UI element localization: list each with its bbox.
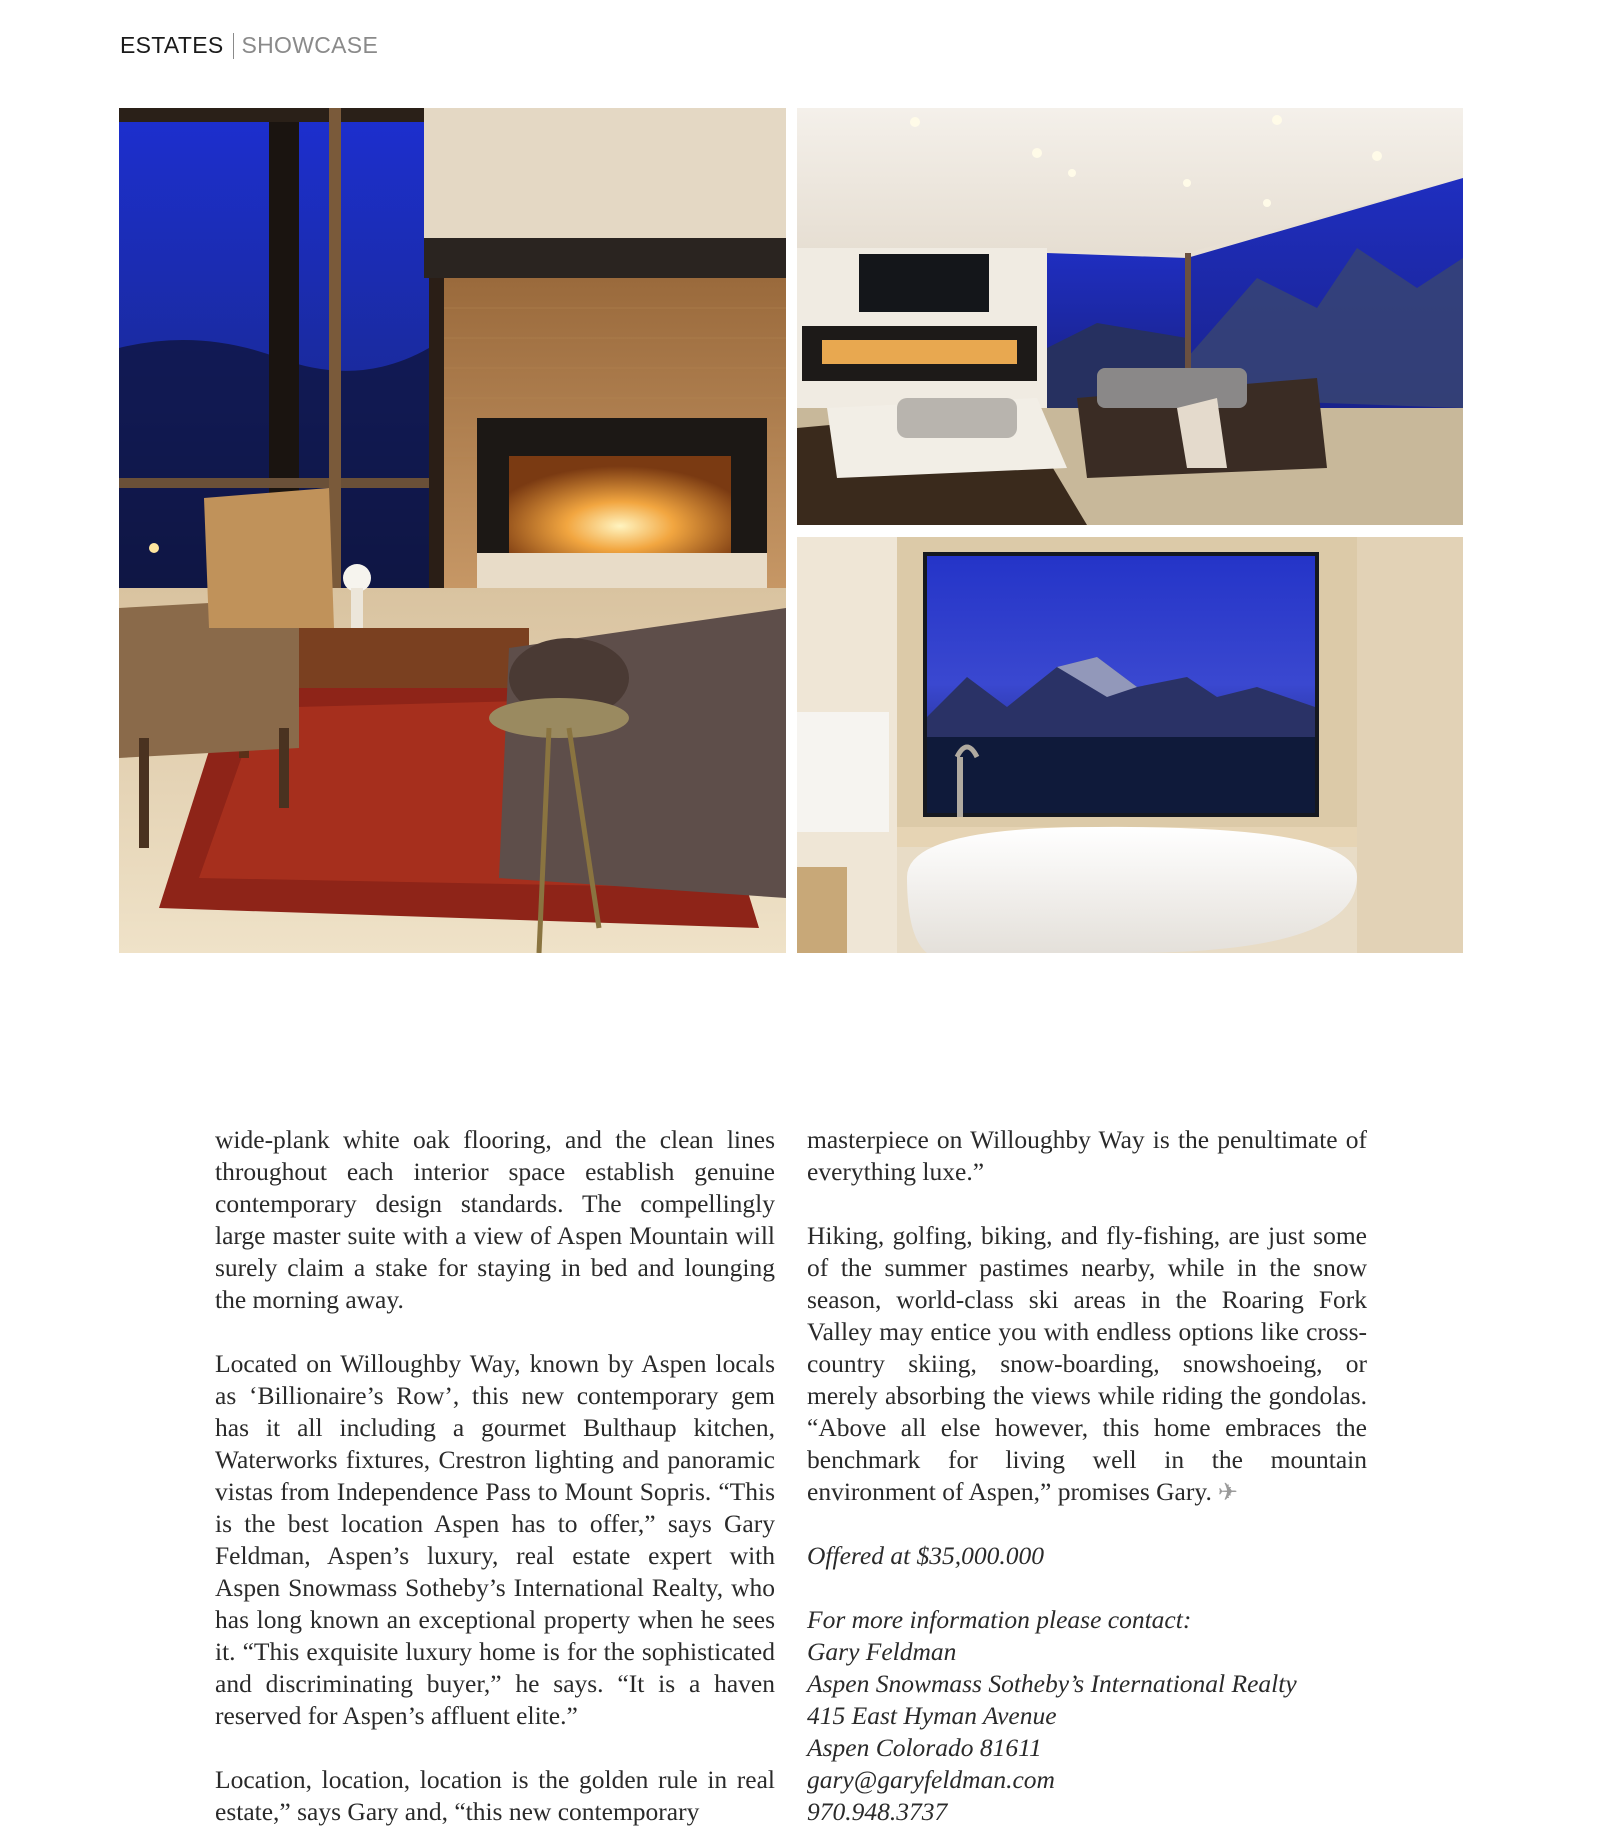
contact-phone: 970.948.3737 — [807, 1797, 948, 1826]
contact-street: 415 East Hyman Avenue — [807, 1701, 1057, 1730]
body-text: Hiking, golfing, biking, and fly-fishing, are just some of the summer pastimes nearby, while in the snow season, world-class ski areas in the Roaring Fork Valley may entice you with endless options like cross-country skiing, snow-boarding, snowshoeing, or merely absorbing the views while riding the gondolas. “Above all else however, this home embraces the benchmark for living well in the mountain environment of Aspen,” promises Gary. — [807, 1221, 1367, 1506]
bedroom-photo — [797, 108, 1463, 525]
contact-name: Gary Feldman — [807, 1637, 957, 1666]
magazine-header — [120, 32, 378, 59]
body-paragraph: Located on Willoughby Way, known by Aspen locals as ‘Billionaire’s Row’, this new contemporary gem has it all including a gourmet Bulthaup kitchen, Waterworks fixtures, Crestron lighting and panoramic vistas from Independence Pass to Mount Sopris. “This is the best location Aspen has to offer,” says Gary Feldman, Aspen’s luxury, real estate expert with Aspen Snowmass Sotheby’s International Realty, who has long known an exceptional property when he sees it. “This exquisite luxury home is for the sophisticated and discriminating buyer,” he says. “It is a haven reserved for Aspen’s affluent elite.” — [215, 1349, 775, 1730]
subsection-label: SHOWCASE — [241, 32, 379, 58]
contact-company: Aspen Snowmass Sotheby’s International Realty — [807, 1669, 1297, 1698]
section-label: ESTATES — [120, 32, 224, 58]
body-paragraph — [807, 1220, 1367, 1508]
price-line: Offered at $35,000.000 — [807, 1541, 1045, 1570]
body-paragraph: Location, location, location is the golden rule in real estate,” says Gary and, “this new contemporary — [215, 1765, 775, 1826]
contact-email[interactable]: gary@garyfeldman.com — [807, 1765, 1055, 1794]
contact-block — [807, 1604, 1367, 1828]
bathroom-photo — [797, 537, 1463, 953]
body-paragraph: wide-plank white oak flooring, and the clean lines throughout each interior space establish genuine contemporary design standards. The compellingly large master suite with a view of Aspen Mountain will surely claim a stake for staying in bed and lounging the morning away. — [215, 1125, 775, 1314]
living-room-photo — [119, 108, 786, 953]
article-column-right — [807, 1124, 1367, 1828]
header-divider — [233, 33, 234, 59]
article-column-left — [215, 1124, 775, 1828]
contact-intro: For more information please contact: — [807, 1605, 1192, 1634]
airplane-icon: ✈ — [1217, 1478, 1238, 1506]
contact-city: Aspen Colorado 81611 — [807, 1733, 1042, 1762]
body-paragraph: masterpiece on Willoughby Way is the penultimate of everything luxe.” — [807, 1125, 1367, 1186]
